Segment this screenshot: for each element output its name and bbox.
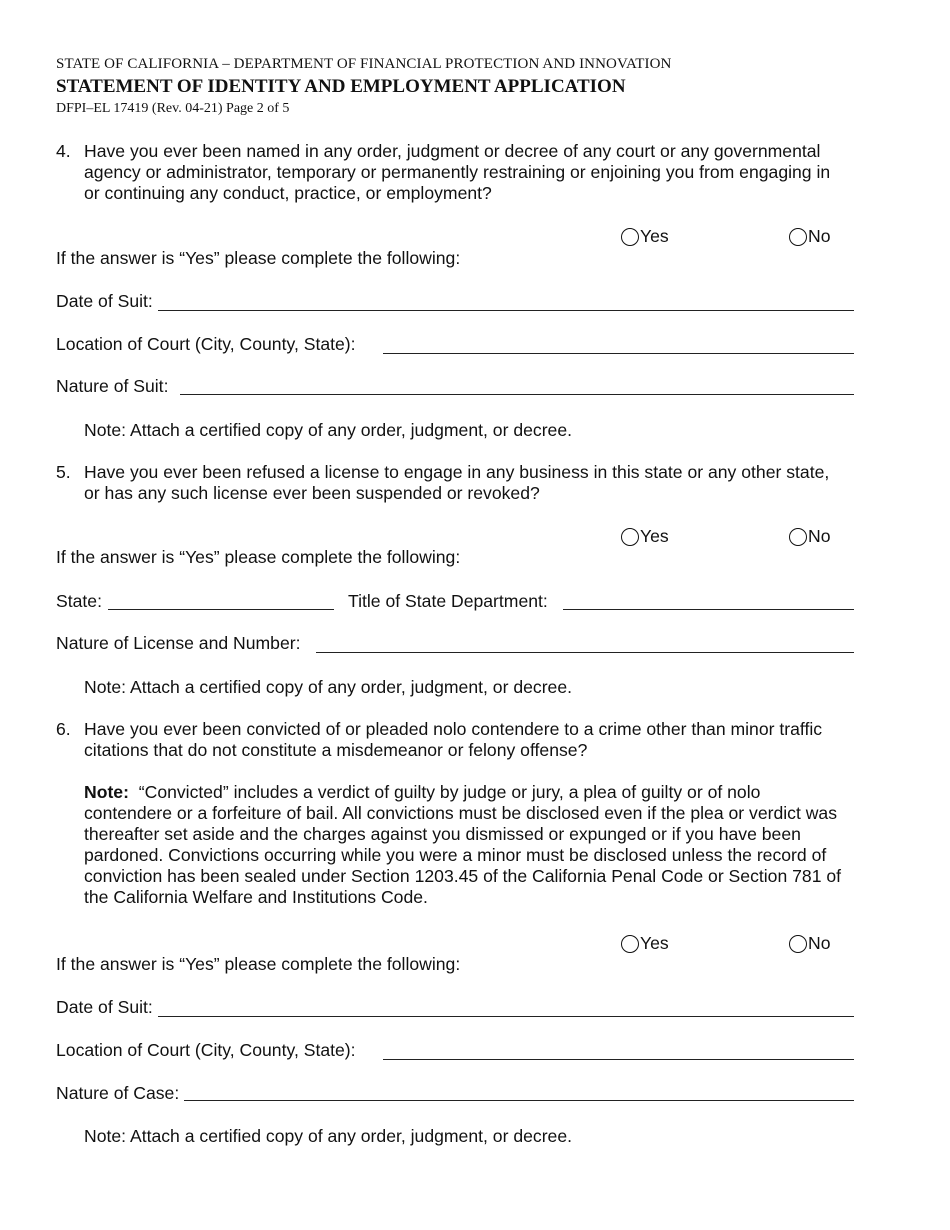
question-5-line: or has any such license ever been suspended or revoked? bbox=[84, 483, 540, 503]
question-4-line: agency or administrator, temporary or permanently restraining or enjoining you from engaging in bbox=[84, 162, 831, 182]
q6-location-field[interactable] bbox=[383, 1039, 854, 1060]
question-4-line: or continuing any conduct, practice, or employment? bbox=[84, 183, 492, 203]
radio-circle-icon[interactable] bbox=[789, 228, 807, 246]
q4-location-label: Location of Court (City, County, State): bbox=[56, 334, 356, 354]
q6-note-line: thereafter set aside and the charges against you dismissed or expunged or if you have been bbox=[84, 824, 801, 844]
form-id: DFPI–EL 17419 (Rev. 04-21) Page 2 of 5 bbox=[56, 101, 290, 116]
q4-nature-label: Nature of Suit: bbox=[56, 376, 169, 396]
question-6-number: 6. bbox=[56, 719, 71, 739]
q6-note-line bbox=[84, 782, 904, 803]
q5-yes-label: Yes bbox=[640, 526, 669, 546]
q6-note-text: “Convicted” includes a verdict of guilty by judge or jury, a plea of guilty or of nolo bbox=[138, 782, 761, 802]
radio-circle-icon[interactable] bbox=[621, 935, 639, 953]
q4-note: Note: Attach a certified copy of any order, judgment, or decree. bbox=[84, 420, 573, 440]
q6-location-label: Location of Court (City, County, State): bbox=[56, 1040, 356, 1060]
radio-circle-icon[interactable] bbox=[621, 528, 639, 546]
q6-note-line: pardoned. Convictions occurring while you were a minor must be disclosed unless the record of bbox=[84, 845, 827, 865]
question-4-number: 4. bbox=[56, 141, 71, 161]
q5-no-label: No bbox=[808, 526, 831, 546]
q5-license-label: Nature of License and Number: bbox=[56, 633, 301, 653]
q4-no-radio[interactable] bbox=[789, 226, 831, 247]
q6-note-label: Note: bbox=[84, 782, 129, 802]
question-4-text bbox=[84, 141, 894, 204]
form-title: STATEMENT OF IDENTITY AND EMPLOYMENT APPLICATION bbox=[56, 76, 626, 97]
q6-no-label: No bbox=[808, 933, 831, 953]
question-5-line: Have you ever been refused a license to engage in any business in this state or any other state, bbox=[84, 462, 830, 482]
question-6-text bbox=[84, 719, 894, 761]
q6-note-line: the California Welfare and Institutions Code. bbox=[84, 887, 428, 907]
question-6-line: citations that do not constitute a misdemeanor or felony offense? bbox=[84, 740, 588, 760]
q4-no-label: No bbox=[808, 226, 831, 246]
radio-circle-icon[interactable] bbox=[621, 228, 639, 246]
q5-department-label: Title of State Department: bbox=[348, 591, 548, 611]
q6-nature-field[interactable] bbox=[184, 1080, 854, 1101]
q5-department-field[interactable] bbox=[563, 589, 854, 610]
q6-conviction-note bbox=[84, 782, 904, 908]
q4-if-yes-instruction: If the answer is “Yes” please complete the following: bbox=[56, 248, 461, 268]
question-6-line: Have you ever been convicted of or pleaded nolo contendere to a crime other than minor traffic bbox=[84, 719, 823, 739]
q6-if-yes-instruction: If the answer is “Yes” please complete the following: bbox=[56, 954, 461, 974]
q4-date-of-suit-field[interactable] bbox=[158, 290, 854, 311]
radio-circle-icon[interactable] bbox=[789, 935, 807, 953]
question-5-text bbox=[84, 462, 894, 504]
q4-yes-radio[interactable] bbox=[621, 226, 669, 247]
q6-note-line: conviction has been sealed under Section 1203.45 of the California Penal Code or Section 781 of bbox=[84, 866, 842, 886]
q6-yes-radio[interactable] bbox=[621, 933, 669, 954]
q6-note: Note: Attach a certified copy of any order, judgment, or decree. bbox=[84, 1126, 573, 1146]
q6-date-label: Date of Suit: bbox=[56, 997, 153, 1017]
q6-date-of-suit-field[interactable] bbox=[158, 996, 854, 1017]
q6-note-line: contendere or a forfeiture of bail. All convictions must be disclosed even if the plea or verdict was bbox=[84, 803, 838, 823]
agency-header: STATE OF CALIFORNIA – DEPARTMENT OF FINANCIAL PROTECTION AND INNOVATION bbox=[56, 56, 672, 72]
q5-state-label: State: bbox=[56, 591, 102, 611]
question-5-number: 5. bbox=[56, 462, 71, 482]
q5-no-radio[interactable] bbox=[789, 526, 831, 547]
q5-yes-radio[interactable] bbox=[621, 526, 669, 547]
q6-no-radio[interactable] bbox=[789, 933, 831, 954]
q4-yes-label: Yes bbox=[640, 226, 669, 246]
q5-note: Note: Attach a certified copy of any order, judgment, or decree. bbox=[84, 677, 573, 697]
q4-nature-field[interactable] bbox=[180, 374, 854, 395]
q4-date-label: Date of Suit: bbox=[56, 291, 153, 311]
q5-license-field[interactable] bbox=[316, 632, 854, 653]
q6-nature-label: Nature of Case: bbox=[56, 1083, 180, 1103]
question-4-line: Have you ever been named in any order, judgment or decree of any court or any governmental bbox=[84, 141, 821, 161]
radio-circle-icon[interactable] bbox=[789, 528, 807, 546]
q4-location-field[interactable] bbox=[383, 333, 854, 354]
q6-yes-label: Yes bbox=[640, 933, 669, 953]
q5-if-yes-instruction: If the answer is “Yes” please complete the following: bbox=[56, 547, 461, 567]
q5-state-field[interactable] bbox=[108, 589, 334, 610]
